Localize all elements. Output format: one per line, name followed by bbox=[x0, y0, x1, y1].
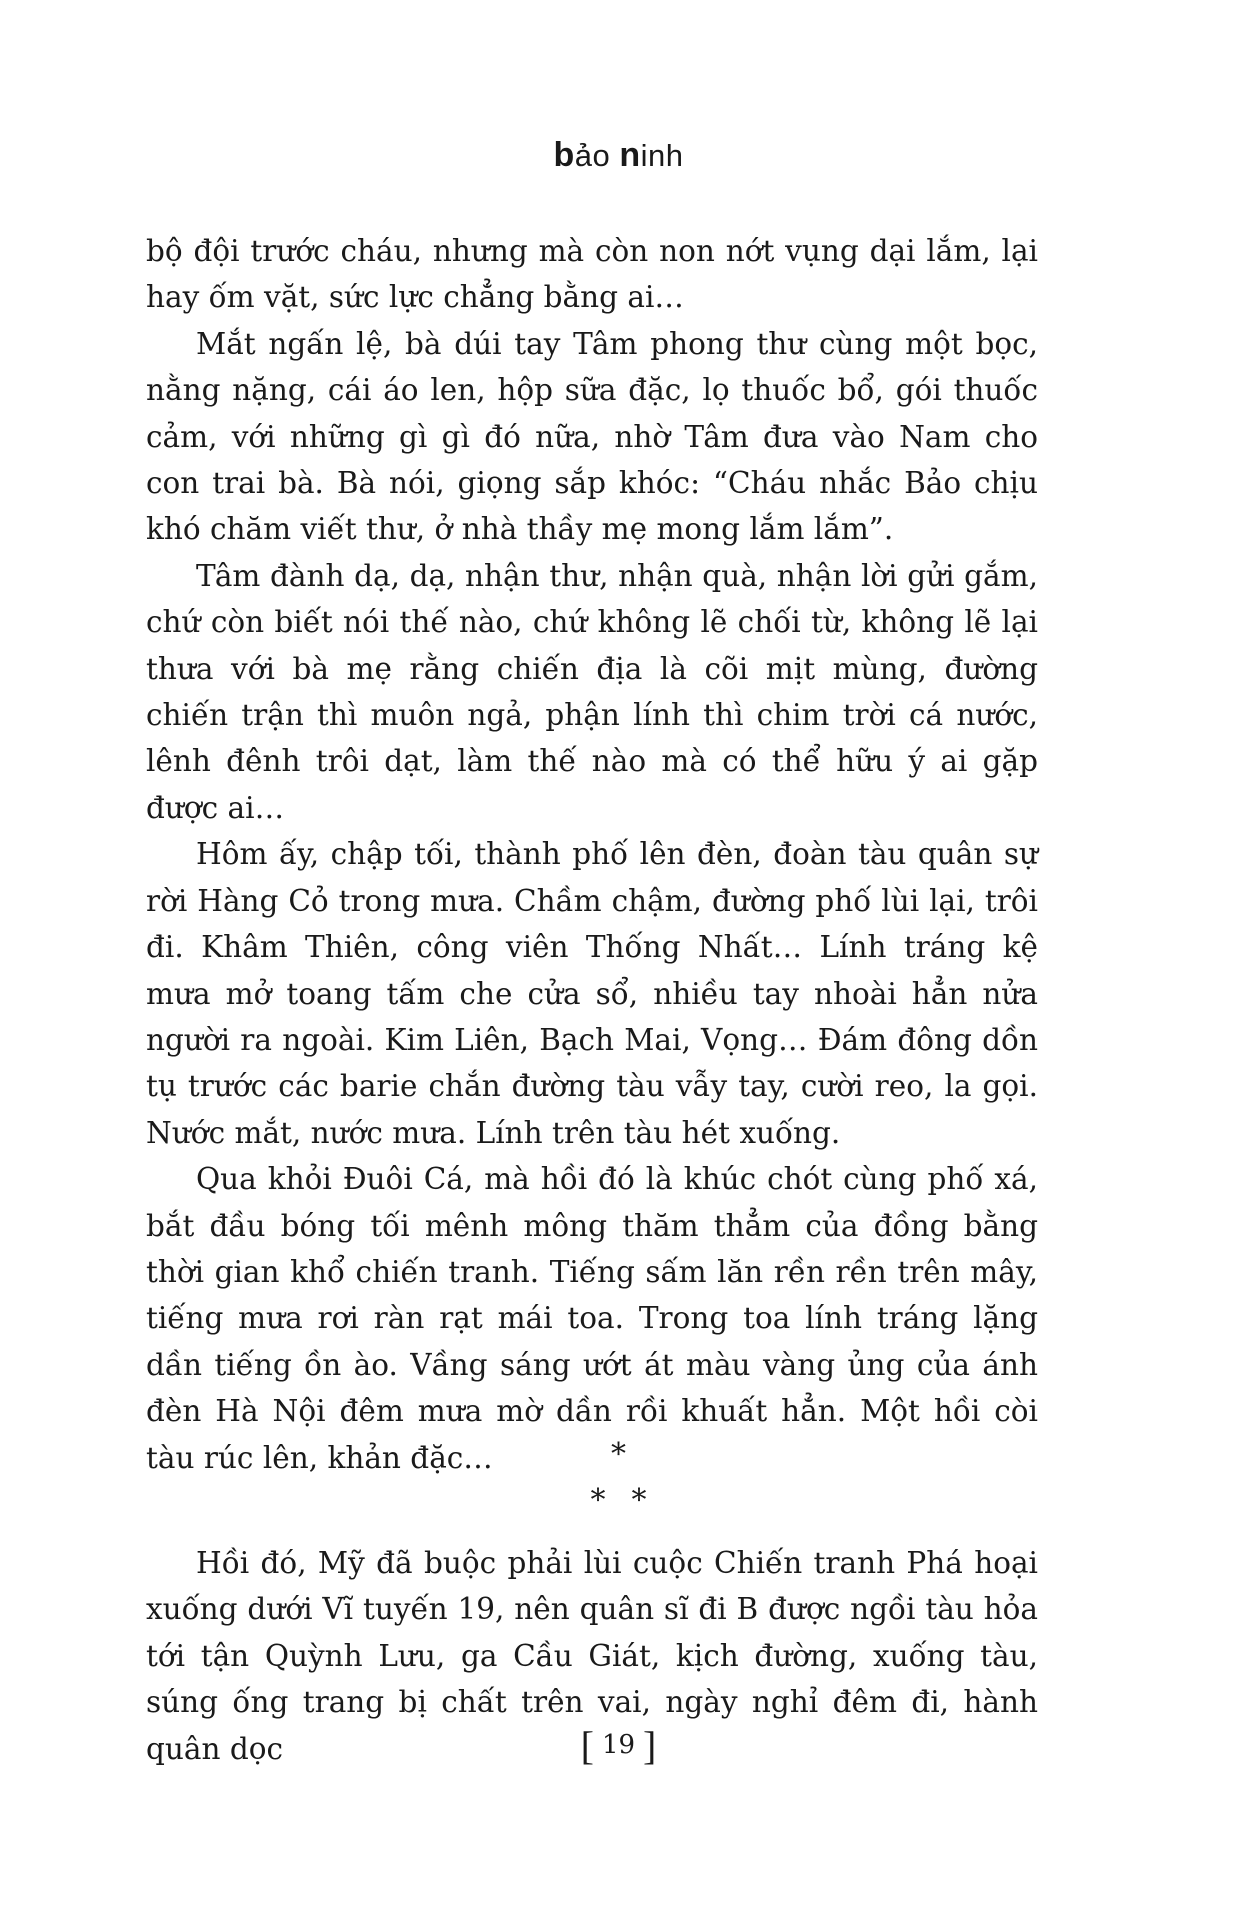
section-break-bottom bbox=[0, 1483, 1237, 1518]
folio-bracket-close: ] bbox=[643, 1723, 657, 1768]
header-initial-n: n bbox=[619, 136, 641, 174]
header-first-rest: ảo bbox=[574, 138, 620, 173]
page-number bbox=[0, 1723, 1237, 1768]
paragraph: Mắt ngấn lệ, bà dúi tay Tâm phong thư cùng một bọc, nằng nặng, cái áo len, hộp sữa đặc, lọ thuốc bổ, gói thuốc cảm, với những gì gì đó nữa, nhờ Tâm đưa vào Nam cho con trai bà. Bà nói, giọng sắp khóc: “Cháu nhắc Bảo chịu khó chăm viết thư, ở nhà thầy mẹ mong lắm lắm”. bbox=[146, 326, 1038, 547]
body-text bbox=[146, 228, 1038, 1481]
section-break-top bbox=[0, 1437, 1237, 1472]
folio-bracket-open: [ bbox=[580, 1723, 594, 1768]
paragraph: Qua khỏi Đuôi Cá, mà hồi đó là khúc chót cùng phố xá, bắt đầu bóng tối mênh mông thăm thẳm của đồng bằng thời gian khổ chiến tranh. Tiếng sấm lăn rền rền trên mây, tiếng mưa rơi ràn rạt mái toa. Trong toa lính tráng lặng dần tiếng ồn ào. Vầng sáng ướt át màu vàng ủng của ánh đèn Hà Nội đêm mưa mờ dần rồi khuất hẳn. Một hồi còi tàu rúc lên, khản đặc… bbox=[146, 1162, 1038, 1475]
paragraph-continued: bộ đội trước cháu, nhưng mà còn non nớt vụng dại lắm, lại hay ốm vặt, sức lực chẳng bằng ai… bbox=[146, 234, 1038, 315]
paragraph: Tâm đành dạ, dạ, nhận thư, nhận quà, nhận lời gửi gắm, chứ còn biết nói thế nào, chứ không lẽ chối từ, không lẽ lại thưa với bà mẹ rằng chiến địa là cõi mịt mùng, đường chiến trận thì muôn ngả, phận lính thì chim trời cá nước, lênh đênh trôi dạt, làm thế nào mà có thể hữu ý ai gặp được ai… bbox=[146, 558, 1038, 825]
page-number-value: 19 bbox=[601, 1730, 636, 1760]
running-header bbox=[0, 138, 1237, 172]
header-last-rest: inh bbox=[640, 138, 684, 173]
paragraph: Hôm ấy, chập tối, thành phố lên đèn, đoàn tàu quân sự rời Hàng Cỏ trong mưa. Chầm chậm, đường phố lùi lại, trôi đi. Khâm Thiên, công viên Thống Nhất… Lính tráng kệ mưa mở toang tấm che cửa sổ, nhiều tay nhoài hẳn nửa người ra ngoài. Kim Liên, Bạch Mai, Vọng… Đám đông dồn tụ trước các barie chắn đường tàu vẫy tay, cười reo, la gọi. Nước mắt, nước mưa. Lính trên tàu hét xuống. bbox=[146, 837, 1038, 1150]
asterisk: * bbox=[631, 1483, 647, 1518]
asterisk: * bbox=[590, 1483, 606, 1518]
header-initial-b: b bbox=[553, 136, 575, 174]
asterisk: * bbox=[611, 1437, 626, 1472]
paragraph: Hồi đó, Mỹ đã buộc phải lùi cuộc Chiến tranh Phá hoại xuống dưới Vĩ tuyến 19, nên quân sĩ đi B được ngồi tàu hỏa tới tận Quỳnh Lưu, ga Cầu Giát, kịch đường, xuống tàu, súng ống trang bị chất trên vai, ngày nghỉ đêm đi, hành quân dọc bbox=[146, 1546, 1038, 1766]
